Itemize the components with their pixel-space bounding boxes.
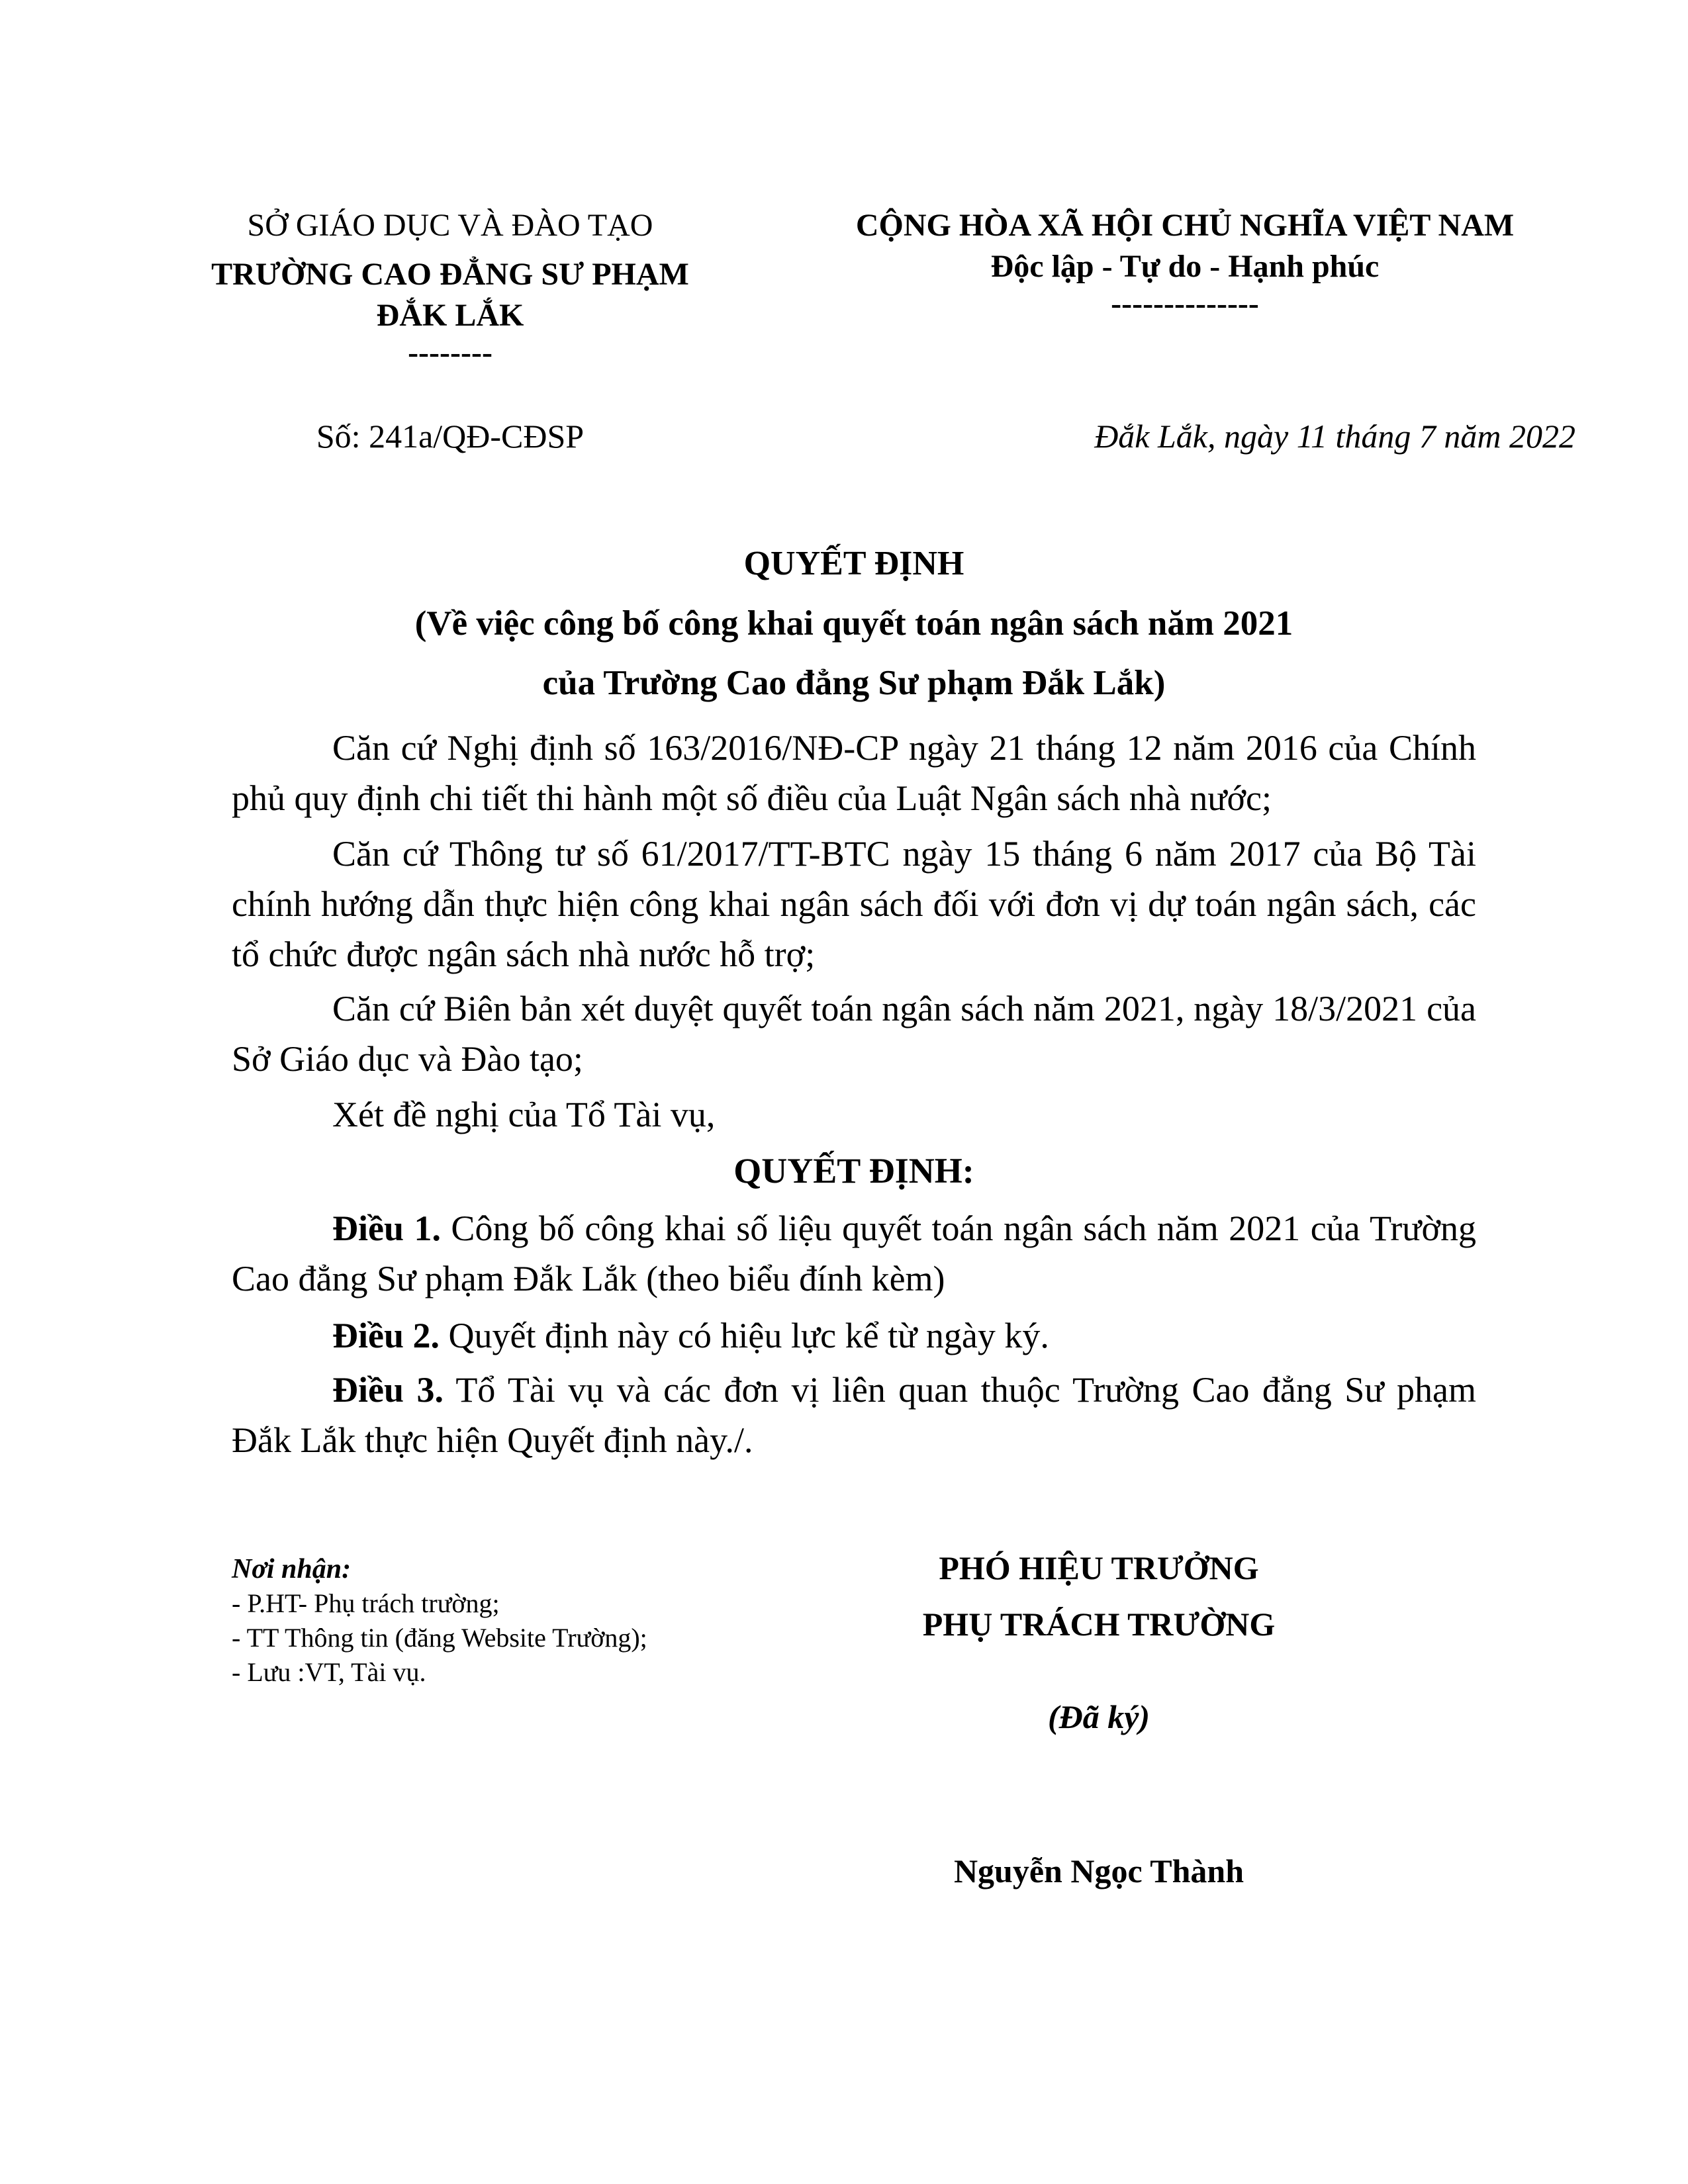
document-title: QUYẾT ĐỊNH [743, 545, 964, 582]
issuer-divider: -------- [408, 335, 492, 370]
signer-name: Nguyễn Ngọc Thành [953, 1852, 1244, 1889]
motto-divider: -------------- [1111, 286, 1259, 321]
preamble-proposal: Xét đề nghị của Tổ Tài vụ, [332, 1095, 716, 1134]
document-number: Số: 241a/QĐ-CĐSP [316, 418, 585, 455]
article-1 [232, 1203, 1476, 1304]
national-name: CỘNG HÒA XÃ HỘI CHỦ NGHĨA VIỆT NAM [855, 208, 1515, 243]
preamble-circular: Căn cứ Thông tư số 61/2017/TT-BTC ngày 15 tháng 6 năm 2017 của Bộ Tài chính hướng dẫn thực hiện công khai ngân sách đối với đơn vị dự toán ngân sách, các tổ chức được ngân sách nhà nước hỗ trợ; [232, 834, 1476, 974]
article-3-label: Điều 3. [332, 1370, 444, 1410]
recipient-item: - TT Thông tin (đăng Website Trường); [232, 1623, 647, 1653]
signer-title-2: PHỤ TRÁCH TRƯỜNG [922, 1606, 1276, 1643]
signed-note: (Đã ký) [1047, 1698, 1150, 1735]
preamble-minutes: Căn cứ Biên bản xét duyệt quyết toán ngân sách năm 2021, ngày 18/3/2021 của Sở Giáo dục và Đào tạo; [232, 989, 1476, 1079]
issuer-block [199, 205, 702, 373]
article-3 [232, 1365, 1476, 1465]
article-3-text: Tổ Tài vụ và các đơn vị liên quan thuộc Trường Cao đẳng Sư phạm Đắk Lắk thực hiện Quyết định này./. [232, 1370, 1477, 1460]
recipients-block [232, 1552, 894, 1690]
document-subtitle-line1: (Về việc công bố công khai quyết toán ngân sách năm 2021 [414, 604, 1293, 643]
issuer-department: SỞ GIÁO DỤC VÀ ĐÀO TẠO [247, 208, 653, 243]
recipients-heading: Nơi nhận: [232, 1554, 352, 1584]
preamble-decree: Căn cứ Nghị định số 163/2016/NĐ-CP ngày 21 tháng 12 năm 2016 của Chính phủ quy định chi tiết thi hành một số điều của Luật Ngân sách nhà nước; [232, 728, 1476, 818]
issuer-school-location: ĐẮK LẮK [376, 298, 524, 333]
recipient-item: - P.HT- Phụ trách trường; [232, 1588, 500, 1618]
recipient-item: - Lưu :VT, Tài vụ. [232, 1657, 426, 1687]
article-2 [232, 1310, 1476, 1361]
document-subtitle-line2: của Trường Cao đẳng Sư phạm Đắk Lắk) [542, 664, 1166, 702]
decision-heading: QUYẾT ĐỊNH: [733, 1151, 974, 1191]
article-2-text: Quyết định này có hiệu lực kể từ ngày ký. [440, 1316, 1049, 1355]
national-motto-block [808, 205, 1562, 324]
article-1-text: Công bố công khai số liệu quyết toán ngân sách năm 2021 của Trường Cao đẳng Sư phạm Đắk Lắk (theo biểu đính kèm) [232, 1208, 1476, 1298]
article-2-label: Điều 2. [332, 1316, 440, 1355]
issuer-school-name: TRƯỜNG CAO ĐẲNG SƯ PHẠM [211, 257, 689, 292]
article-1-label: Điều 1. [332, 1208, 441, 1248]
national-motto: Độc lập - Tự do - Hạnh phúc [990, 249, 1380, 284]
signer-title-1: PHÓ HIỆU TRƯỞNG [939, 1549, 1259, 1586]
document-date: Đắk Lắk, ngày 11 tháng 7 năm 2022 [1094, 418, 1575, 455]
